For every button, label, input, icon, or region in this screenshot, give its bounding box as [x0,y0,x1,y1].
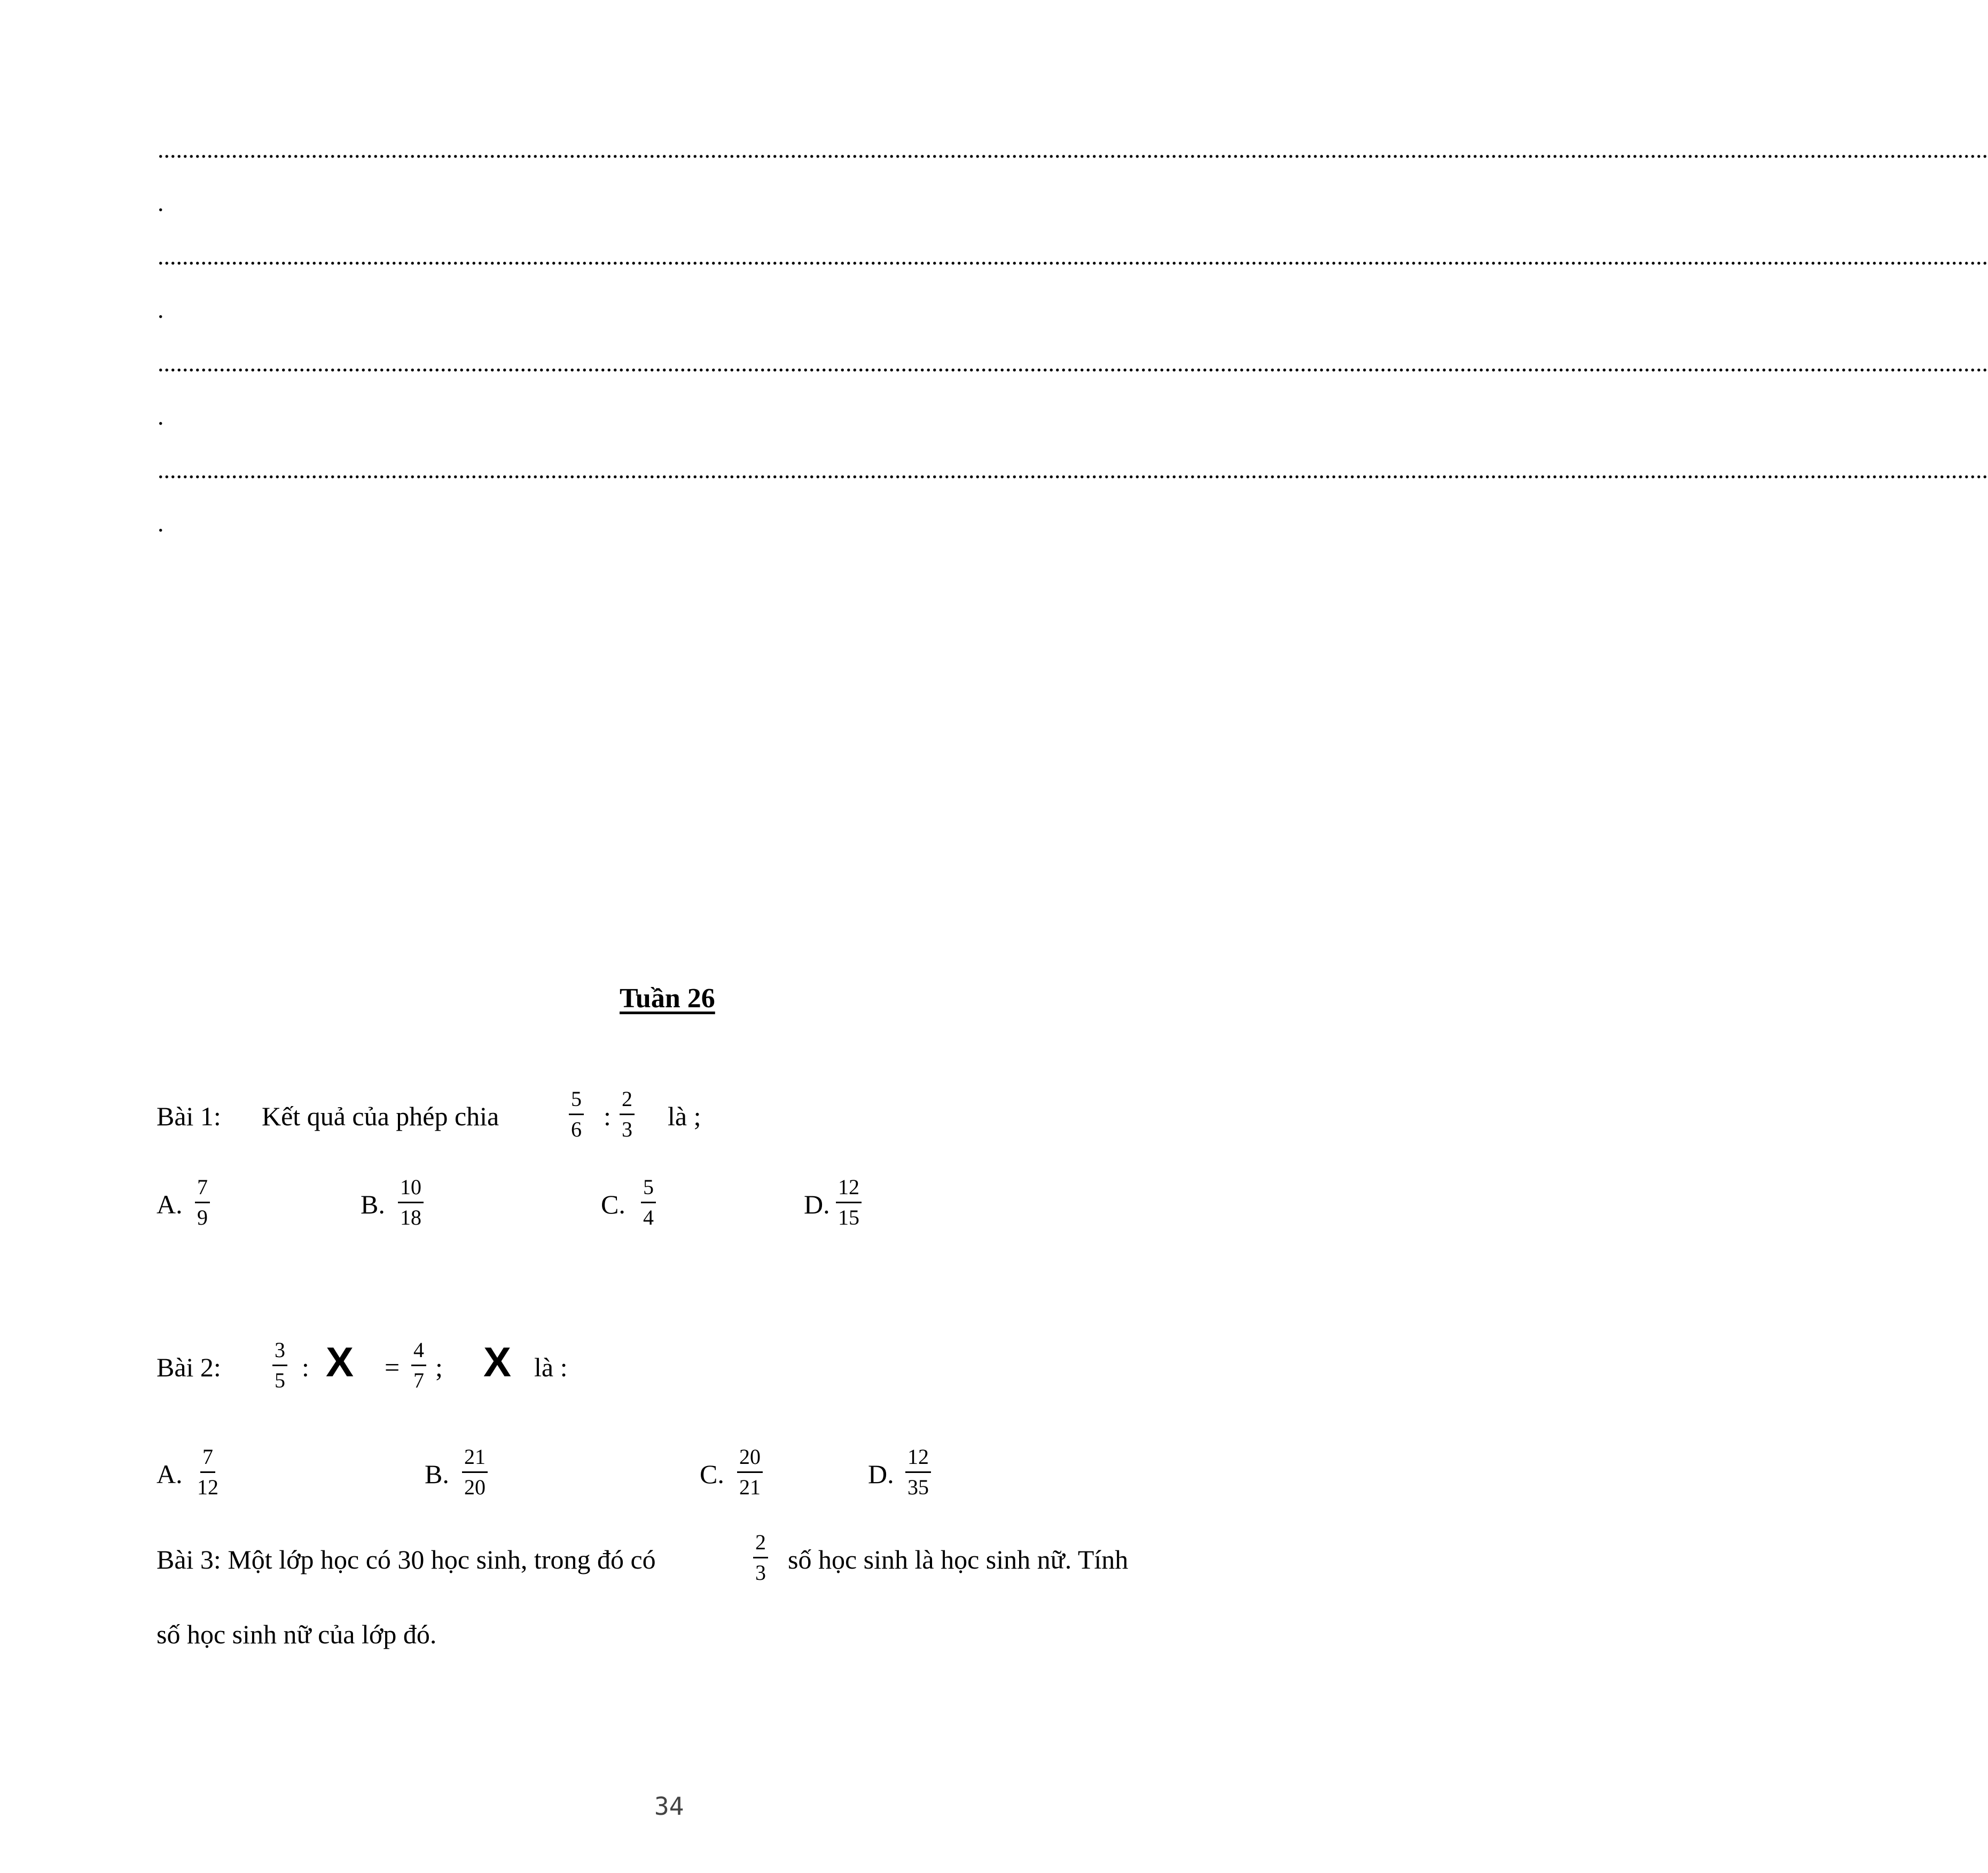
answer-dotted-line: .......................................................................................................................................................................................................................................................................................................... [158,136,1988,163]
bai3-line2: số học sinh nữ của lớp đó. [156,1619,437,1649]
option-letter: C. [700,1459,724,1489]
unknown-x: X [326,1338,354,1385]
denominator: 6 [571,1117,582,1141]
option-letter: A. [156,1459,183,1489]
option-fraction [398,1175,424,1230]
numerator: 4 [411,1338,426,1366]
option-letter: D. [804,1189,830,1219]
denominator: 21 [739,1475,761,1499]
answer-line-end: . [158,296,164,323]
bai1-fraction-1 [569,1087,584,1142]
option-letter: C. [601,1189,625,1219]
bai1-fraction-2 [620,1087,635,1142]
numerator: 2 [753,1530,768,1558]
denominator: 4 [643,1205,654,1229]
answer-line-end: . [158,510,164,537]
answer-dotted-line: .......................................................................................................................................................................................................................................................................................................... [158,242,1988,270]
option-fraction [462,1445,488,1500]
bai3-suffix: số học sinh là học sinh nữ. Tính [788,1545,1129,1574]
numerator: 10 [398,1175,424,1203]
option-letter: A. [156,1189,183,1219]
option-fraction [195,1175,210,1230]
page-number: 34 [654,1792,684,1821]
numerator: 21 [462,1445,488,1473]
denominator: 5 [275,1368,285,1392]
bai1-label: Bài 1: [156,1101,221,1131]
option-fraction [195,1445,221,1500]
option-letter: D. [868,1459,894,1489]
denominator: 35 [907,1475,929,1499]
denominator: 3 [755,1561,766,1585]
numerator: 12 [836,1175,862,1203]
denominator: 9 [197,1205,208,1229]
numerator: 7 [195,1175,210,1203]
denominator: 7 [413,1368,424,1392]
bai1-suffix: là ; [668,1101,701,1131]
bai1-text: Kết quả của phép chia [262,1101,499,1131]
denominator: 15 [838,1205,859,1229]
numerator: 3 [272,1338,287,1366]
option-fraction [836,1175,862,1230]
option-letter: B. [361,1189,385,1219]
answer-line-end: . [158,403,164,430]
answer-line-end: . [158,189,164,216]
numerator: 5 [641,1175,656,1203]
option-fraction [737,1445,763,1500]
bai3-fraction [753,1530,768,1585]
numerator: 7 [200,1445,215,1473]
answer-dotted-line: .......................................................................................................................................................................................................................................................................................................... [158,456,1988,483]
numerator: 12 [905,1445,931,1473]
division-sign: : [302,1352,309,1382]
bai2-label: Bài 2: [156,1352,221,1382]
section-title: Tuần 26 [620,983,715,1014]
denominator: 12 [197,1475,218,1499]
option-fraction [905,1445,931,1500]
division-sign: : [604,1101,611,1131]
unknown-x: X [483,1338,512,1385]
equals-sign: = [385,1352,400,1382]
denominator: 3 [622,1117,632,1141]
numerator: 2 [620,1087,635,1115]
option-fraction [641,1175,656,1230]
bai2-fraction-2 [411,1338,426,1393]
bai3-prefix: Bài 3: Một lớp học có 30 học sinh, trong đó có [156,1545,656,1574]
bai2-fraction-1 [272,1338,287,1393]
denominator: 18 [400,1205,421,1229]
option-letter: B. [425,1459,449,1489]
numerator: 5 [569,1087,584,1115]
denominator: 20 [464,1475,486,1499]
semicolon: ; [435,1352,443,1382]
numerator: 20 [737,1445,763,1473]
answer-dotted-line: .......................................................................................................................................................................................................................................................................................................... [158,349,1988,377]
bai2-suffix: là : [534,1352,568,1382]
